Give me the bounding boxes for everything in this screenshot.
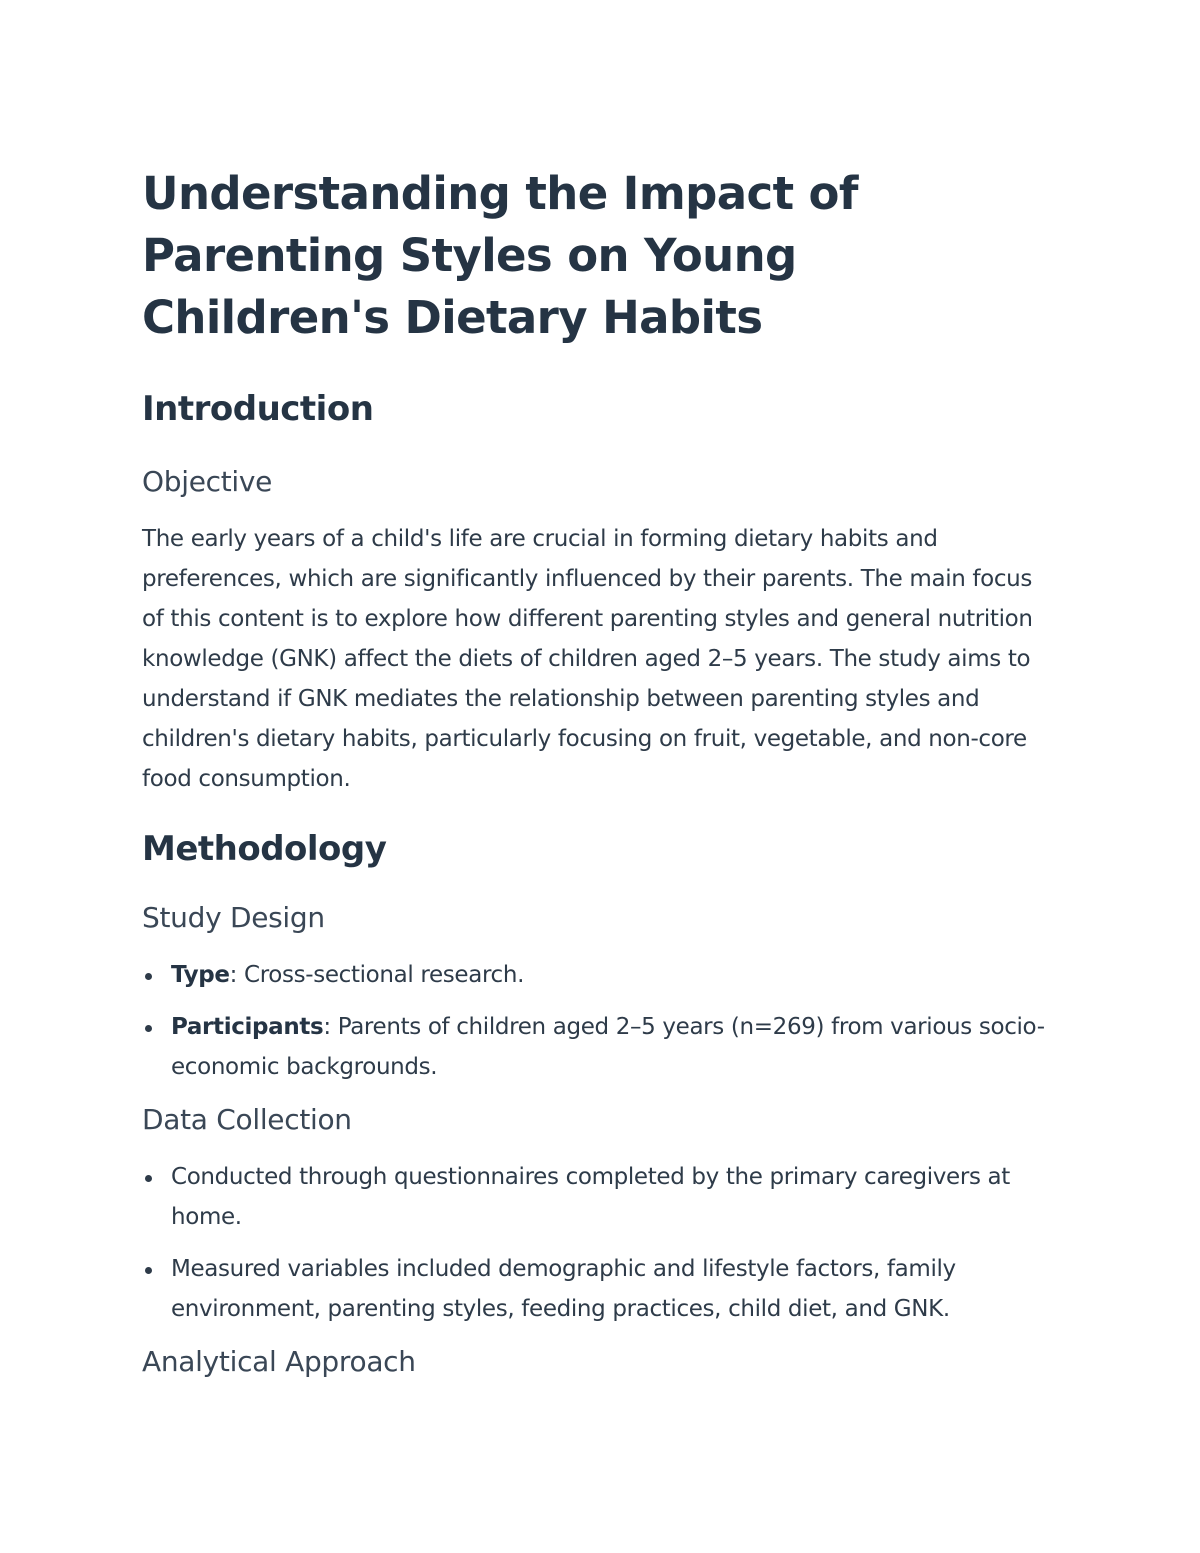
list-item-label: Participants: [171, 1014, 324, 1040]
subheading-data-collection: Data Collection: [142, 1103, 352, 1136]
bullet-icon: [145, 973, 152, 980]
list-item-text: Measured variables included demographic and lifestyle factors, family environment, parenting styles, feeding practices, child diet, and GNK.: [171, 1256, 956, 1322]
list-item: [142, 1249, 1047, 1329]
bullet-icon: [145, 1175, 152, 1182]
list-item-label: Type: [171, 962, 230, 988]
section-heading-methodology: Methodology: [142, 829, 387, 869]
bullet-icon: [145, 1267, 152, 1274]
list-item-text: Conducted through questionnaires completed by the primary caregivers at home.: [171, 1164, 1010, 1230]
list-item: [142, 1157, 1047, 1237]
bullet-icon: [145, 1025, 152, 1032]
subheading-analytical-approach: Analytical Approach: [142, 1345, 416, 1378]
data-collection-list: [142, 1157, 1047, 1329]
subheading-objective: Objective: [142, 465, 273, 498]
list-item-text: : Parents of children aged 2–5 years (n=269) from various socio-economic backgrounds.: [171, 1014, 1045, 1080]
document-page: [142, 163, 1047, 1381]
subheading-study-design: Study Design: [142, 901, 325, 934]
document-title: Understanding the Impact of Parenting Styles on Young Children's Dietary Habits: [142, 167, 858, 344]
list-item-text: : Cross-sectional research.: [229, 962, 525, 988]
section-heading-introduction: Introduction: [142, 389, 374, 429]
study-design-list: [142, 955, 1047, 1087]
list-item: [142, 955, 1047, 995]
objective-paragraph: The early years of a child's life are crucial in forming dietary habits and preferences, which are significantly influenced by their parents. The main focus of this content is to explore how different parenting styles and general nutrition knowledge (GNK) affect the diets of children aged 2–5 years. The study aims to understand if GNK mediates the relationship between parenting styles and children's dietary habits, particularly focusing on fruit, vegetable, and non-core food consumption.: [142, 526, 1033, 792]
list-item: [142, 1007, 1047, 1087]
